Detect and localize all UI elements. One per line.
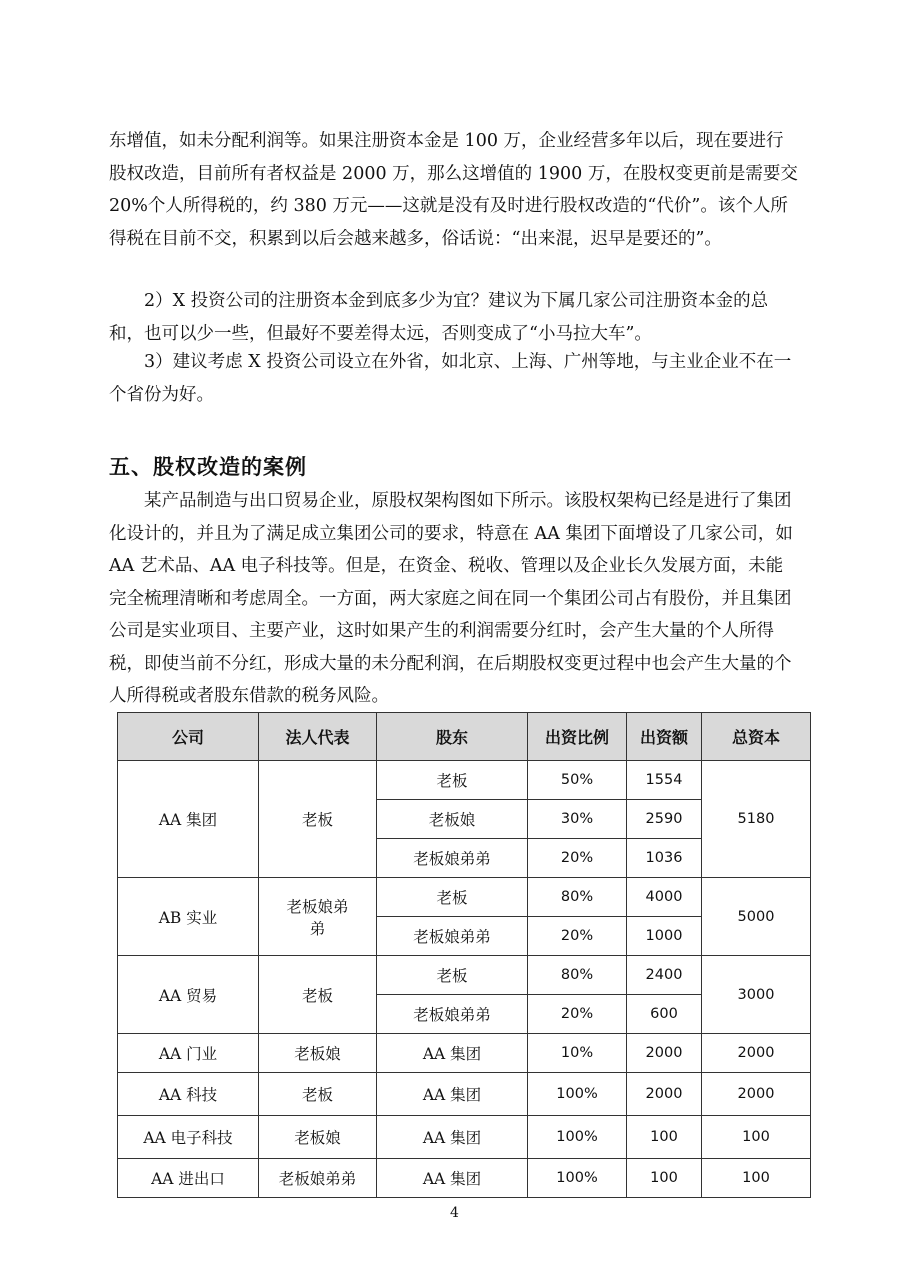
table-row: [118, 1159, 811, 1198]
amount-cell: 2000: [627, 1034, 702, 1073]
rep-cell: 老板: [259, 761, 377, 878]
rep-cell: 老板娘弟弟: [259, 1159, 377, 1198]
header-total-capital: 总资本: [702, 713, 811, 761]
company-cell: AA 进出口: [118, 1159, 259, 1198]
shareholder-cell: 老板: [377, 761, 528, 800]
rep-cell: 老板娘弟弟: [259, 878, 377, 956]
header-shareholder: 股东: [377, 713, 528, 761]
ratio-cell: 10%: [528, 1034, 627, 1073]
shareholder-cell: AA 集团: [377, 1034, 528, 1073]
paragraph-location: 3）建议考虑 X 投资公司设立在外省，如北京、上海、广州等地，与主业企业不在一个省份为好。: [109, 352, 792, 405]
section-heading: 五、股权改造的案例: [109, 455, 307, 479]
amount-cell: 1554: [627, 761, 702, 800]
table-row: [118, 956, 811, 995]
shareholder-cell: AA 集团: [377, 1073, 528, 1116]
amount-cell: 2400: [627, 956, 702, 995]
amount-cell: 100: [627, 1159, 702, 1198]
table-row: [118, 1116, 811, 1159]
shareholder-cell: AA 集团: [377, 1116, 528, 1159]
amount-cell: 2590: [627, 800, 702, 839]
paragraph-capital-amount: 2）X 投资公司的注册资本金到底多少为宜？建议为下属几家公司注册资本金的总和，也可以少一些，但最好不要差得太远，否则变成了“小马拉大车”。: [109, 291, 769, 344]
total-cell: 5000: [702, 878, 811, 956]
company-cell: AA 电子科技: [118, 1116, 259, 1159]
shareholder-cell: 老板: [377, 956, 528, 995]
company-cell: AB 实业: [118, 878, 259, 956]
rep-cell: 老板: [259, 1073, 377, 1116]
ratio-cell: 100%: [528, 1073, 627, 1116]
rep-cell: 老板娘: [259, 1116, 377, 1159]
ratio-cell: 80%: [528, 956, 627, 995]
header-amount: 出资额: [627, 713, 702, 761]
shareholder-cell: 老板娘弟弟: [377, 917, 528, 956]
total-cell: 3000: [702, 956, 811, 1034]
ratio-cell: 20%: [528, 839, 627, 878]
table-row: [118, 761, 811, 800]
shareholder-cell: 老板娘: [377, 800, 528, 839]
ratio-cell: 80%: [528, 878, 627, 917]
rep-cell: 老板娘: [259, 1034, 377, 1073]
amount-cell: 4000: [627, 878, 702, 917]
amount-cell: 1000: [627, 917, 702, 956]
shareholder-cell: AA 集团: [377, 1159, 528, 1198]
total-cell: 100: [702, 1159, 811, 1198]
table-row: [118, 878, 811, 917]
company-cell: AA 门业: [118, 1034, 259, 1073]
amount-cell: 600: [627, 995, 702, 1034]
ratio-cell: 50%: [528, 761, 627, 800]
total-cell: 100: [702, 1116, 811, 1159]
total-cell: 5180: [702, 761, 811, 878]
table-row: [118, 1034, 811, 1073]
header-ratio: 出资比例: [528, 713, 627, 761]
amount-cell: 100: [627, 1116, 702, 1159]
ratio-cell: 20%: [528, 917, 627, 956]
header-legal-rep: 法人代表: [259, 713, 377, 761]
page-number: 4: [450, 1205, 459, 1221]
amount-cell: 2000: [627, 1073, 702, 1116]
company-cell: AA 集团: [118, 761, 259, 878]
table-header-row: [118, 713, 811, 761]
equity-table: [117, 712, 811, 1198]
ratio-cell: 20%: [528, 995, 627, 1034]
total-cell: 2000: [702, 1073, 811, 1116]
ratio-cell: 100%: [528, 1159, 627, 1198]
shareholder-cell: 老板娘弟弟: [377, 995, 528, 1034]
amount-cell: 1036: [627, 839, 702, 878]
paragraph-tax-cost: 东增值，如未分配利润等。如果注册资本金是 100 万，企业经营多年以后，现在要进行股权改造，目前所有者权益是 2000 万，那么这增值的 1900 万，在股权变更前是需要交 20%个人所得税的，约 380 万元——这就是没有及时进行股权改造的“代价”。该个人所得税在目前不交，积累到以后会越来越多，俗话说：“出来混，迟早是要还的”。: [109, 131, 798, 249]
ratio-cell: 30%: [528, 800, 627, 839]
total-cell: 2000: [702, 1034, 811, 1073]
shareholder-cell: 老板: [377, 878, 528, 917]
paragraph-case-description: 某产品制造与出口贸易企业，原股权架构图如下所示。该股权架构已经是进行了集团化设计的，并且为了满足成立集团公司的要求，特意在 AA 集团下面增设了几家公司，如 AA 艺术品、AA 电子科技等。但是，在资金、税收、管理以及企业长久发展方面，未能完全梳理清晰和考虑周全。一方面，两大家庭之间在同一个集团公司占有股份，并且集团公司是实业项目、主要产业，这时如果产生的利润需要分红时，会产生大量的个人所得税，即使当前不分红，形成大量的未分配利润，在后期股权变更过程中也会产生大量的个人所得税或者股东借款的税务风险。: [109, 491, 793, 706]
shareholder-cell: 老板娘弟弟: [377, 839, 528, 878]
company-cell: AA 贸易: [118, 956, 259, 1034]
header-company: 公司: [118, 713, 259, 761]
rep-cell: 老板: [259, 956, 377, 1034]
ratio-cell: 100%: [528, 1116, 627, 1159]
table-row: [118, 1073, 811, 1116]
company-cell: AA 科技: [118, 1073, 259, 1116]
